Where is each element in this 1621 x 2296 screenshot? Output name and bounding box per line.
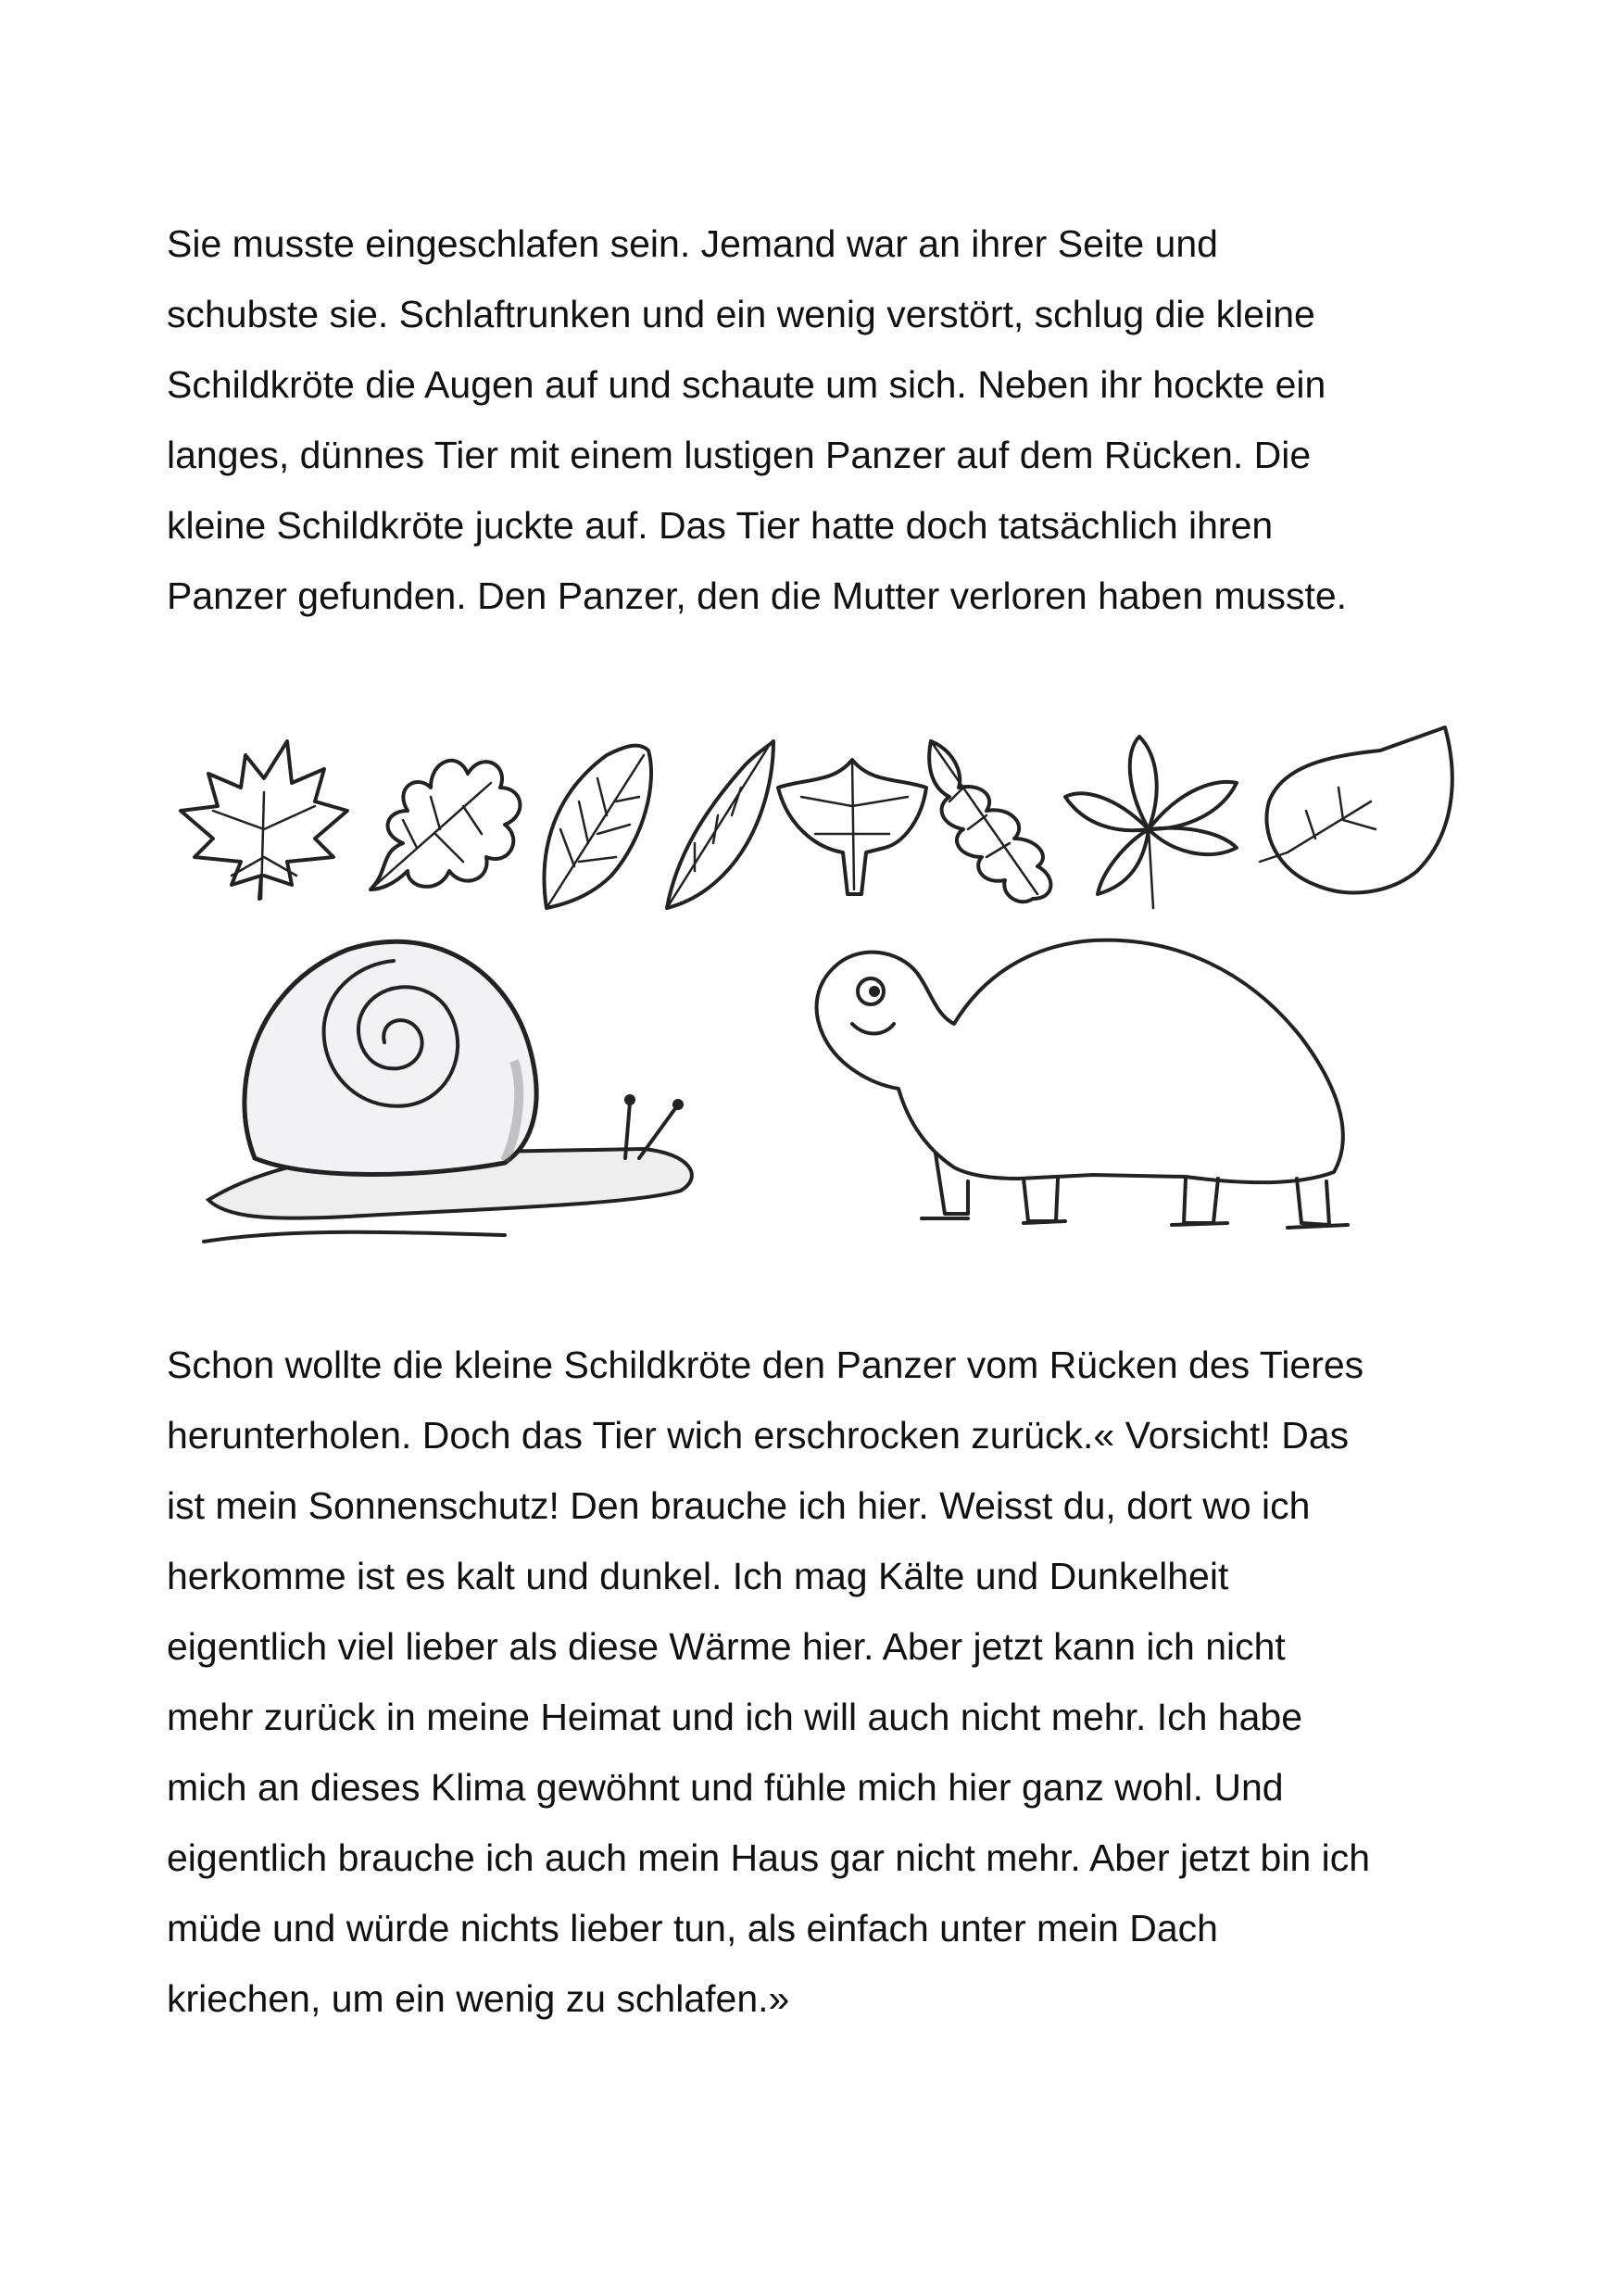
text-line: Schildkröte die Augen auf und schaute um sich. Neben ihr hockte ein bbox=[167, 363, 1326, 406]
lime-leaf-icon bbox=[778, 760, 926, 894]
chestnut-leaf-icon bbox=[1065, 737, 1237, 908]
text-line: ist mein Sonnenschutz! Den brauche ich hier. Weisst du, dort wo ich bbox=[167, 1484, 1311, 1527]
oak-leaf-icon bbox=[929, 741, 1050, 902]
paragraph-2 bbox=[167, 1330, 1482, 2034]
text-line: schubste sie. Schlaftrunken und ein wenig verstört, schlug die kleine bbox=[167, 293, 1315, 335]
text-line: Panzer gefunden. Den Panzer, den die Mutter verloren haben musste. bbox=[167, 574, 1348, 617]
text-line: Sie musste eingeschlafen sein. Jemand war an ihrer Seite und bbox=[167, 222, 1218, 265]
leaf-row-icon bbox=[157, 718, 1464, 922]
birch-leaf-icon bbox=[545, 746, 652, 908]
snail-icon bbox=[199, 922, 746, 1265]
text-line: herunterholen. Doch das Tier wich erschrocken zurück.« Vorsicht! Das bbox=[167, 1414, 1350, 1457]
paragraph-1 bbox=[167, 208, 1482, 631]
text-line: herkomme ist es kalt und dunkel. Ich mag Kälte und Dunkelheit bbox=[167, 1555, 1229, 1597]
text-line: mich an dieses Klima gewöhnt und fühle mich hier ganz wohl. Und bbox=[167, 1766, 1284, 1809]
text-line: eigentlich viel lieber als diese Wärme hier. Aber jetzt kann ich nicht bbox=[167, 1625, 1286, 1668]
text-line: kleine Schildkröte juckte auf. Das Tier hatte doch tatsächlich ihren bbox=[167, 504, 1274, 547]
maple-leaf-icon bbox=[181, 741, 347, 899]
text-line: langes, dünnes Tier mit einem lustigen Panzer auf dem Rücken. Die bbox=[167, 434, 1312, 476]
text-line: kriechen, um ein wenig zu schlafen.» bbox=[167, 1977, 790, 2020]
text-line: müde und würde nichts lieber tun, als einfach unter mein Dach bbox=[167, 1907, 1218, 1949]
aspen-leaf-icon bbox=[1260, 727, 1452, 892]
text-line: eigentlich brauche ich auch mein Haus gar nicht mehr. Aber jetzt bin ich bbox=[167, 1836, 1371, 1879]
oak-leaf-icon bbox=[371, 761, 520, 889]
turtle-icon bbox=[797, 927, 1399, 1251]
text-line: mehr zurück in meine Heimat und ich will auch nicht mehr. Ich habe bbox=[167, 1696, 1303, 1738]
willow-leaf-icon bbox=[667, 741, 773, 908]
text-line: Schon wollte die kleine Schildkröte den Panzer vom Rücken des Tieres bbox=[167, 1344, 1364, 1386]
